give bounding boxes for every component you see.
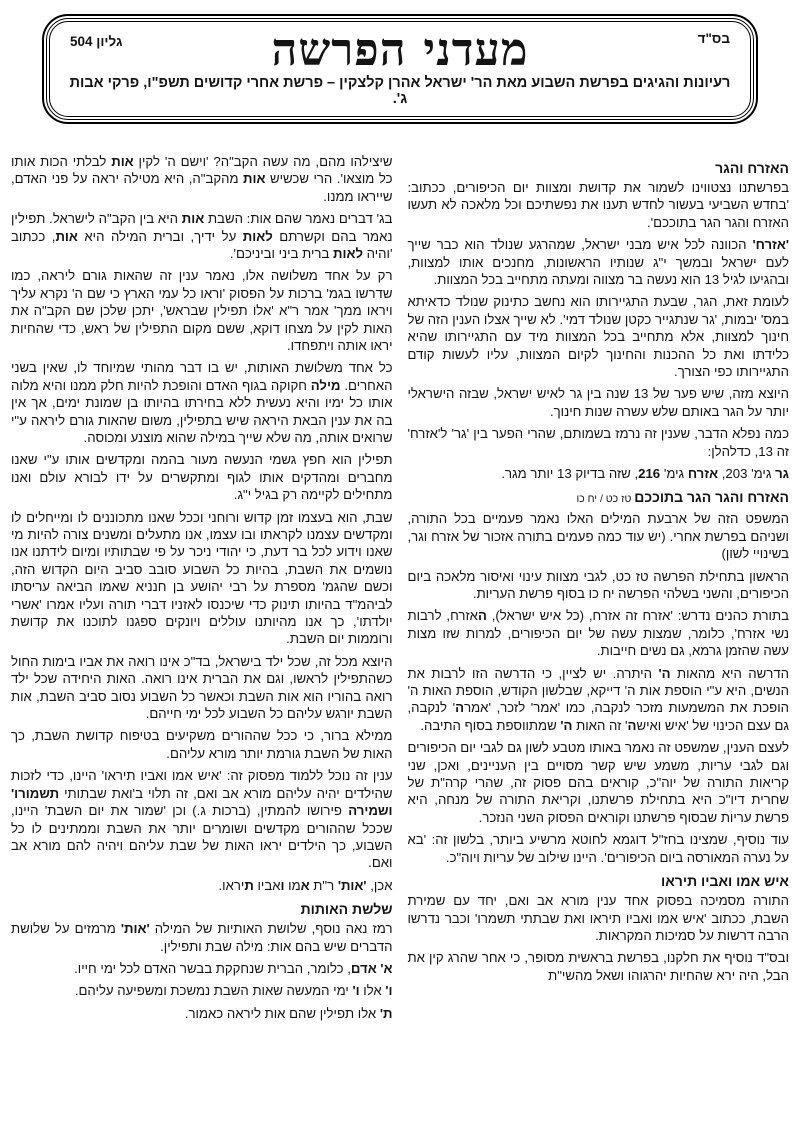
paragraph: לעומת זאת, הגר, שבעת התגיירותו הוא נחשב כתינוק שנולד כדאיתא במס' יבמות, 'גר שנתגייר כקטן שנולד דמי'. לא שייך אצלו הענין הזה של חינוך למצוות, אלא מתחייב בכל המצוות מיד עם התגיירותו שהיא כלידתו ואת כל ההכנות והחינוך לקיום המצוות, עליו לעשות קודם התגיירותו כפי הצורך. [407,294,789,379]
paragraph: כל אחד משלושת האותות, יש בו דבר מהותי שמיוחד לו, שאין בשני האחרים. מילה חקוקה בגוף האדם והופכת להיות חלק ממנו והיא מלוה אותו כל ימיו והיא נעשית ללא בחירתו בהיותו בן שמונת ימים, אך אין בה את ענין הבאת היראה שיש בתפילין, משום שהאות גורם ליראה ע"י שרואים אותה, מה שלא שייך במילה שהוא מוצנע ומכוסה. [11,360,393,445]
paragraph: שבת, הוא בעצמו זמן קדוש ורוחני וככל שאנו מתכוננים לו ומייחלים לו ומקדשים עצמנו לקראתו ובו עצמו, אנו מתעלים ומשנים צורה להיות מי שאנו וידוע לכל בר דעת, כי יהודי ניכר על פי שבתותיו ומיום לידתנו אנו נושמים את השבת, בהיות כל השבוע סובב סביב היום הקדוש הזה, וכשם שהגמ' מספרת על רבי יהושע בן חנניא שאמו הביאה עריסתו לביהמ"ד בהיותו תינוק כדי שיכנסו לאזניו דברי תורה ועליו אמרו 'אשרי יולדתו', כך אנו מהיותנו עוללים ויונקים ספגנו לתוכנו את קדושת ורוממות יום השבת. [11,509,393,647]
paragraph: המשפט הזה של ארבעת המילים האלו נאמר פעמיים בכל התורה, ושניהם בפרשת אחרי. (יש עוד כמה פעמים בתורה אזכור של אזרח וגר, בשינויי לשון) [407,511,789,562]
issue-number: גליון 504 [70,34,123,49]
paragraph: הראשון בתחילת הפרשה טז כט, לגבי מצוות עינוי ואיסור מלאכה ביום הכיפורים, והשני בשלהי הפרשה יח כו בסוף פרשת העריות. [407,568,789,602]
paragraph: היוצא מכל זה, שכל ילד בישראל, בד"כ אינו רואה את אביו בימות החול כשהתפילין לראשו, וגם את הברית אינו רואה. האות היחידה שכל ילד רואה בהוריו הוא אות השבת וכאשר כל השבוע נסוב סביב השבת, אות השבת יורגש עליהם כל השבוע לכל ימי חייהם. [11,653,393,722]
paragraph: 'אזרח' הכוונה לכל איש מבני ישראל, שמהרגע שנולד הוא כבר שייך לעם ישראל ובמשך י"ג שנותיו הראשונות, מחנכים אותו למצוות, ובהגיעו לגיל 13 הוא נעשה בר מצווה ומעתה מתחייב בכל המצוות. [407,237,789,287]
paragraph: היוצא מזה, שיש פער של 13 שנה בין גר לאיש ישראל, שבזה הישראלי יותר על הגר באותם שלש עשרה שנות חינוך. [407,386,789,419]
paragraph: בתורת כהנים נדרש: 'אזרח זה אזרח, (כל איש ישראל), האזרח, לרבות נשי אזרח', כלומר, שמצות עשה של יום הכיפורים, למרות שזו מצות עשה שהזמן גרמא, גם נשים חייבות. [407,608,789,659]
paragraph: ו' אלו ו' ימי המעשה שאות השבת נמשכת ומשפיעה עליהם. [74,983,393,999]
masthead-inner-rule [46,18,754,120]
masthead-content [49,21,751,117]
besd-label: בס"ד [697,31,730,46]
section-heading: שלשת האותות [300,901,393,918]
paragraph: בג' דברים נאמר שהם אות: השבת אות היא בין הקב"ה לישראל. תפילין נאמר בהם וקשרתם לאות על ידיך, וברית המילה היא אות, ככתוב 'והיה לאות ברית ביני וביניכם'. [11,211,393,261]
paragraph: ת' אלו תפילין שהם אות ליראה כאמור. [184,1005,393,1021]
paragraph: א' אדם, כלומר, הברית שנחקקת בבשר האדם לכל ימי חייו. [74,960,393,976]
paragraph: התורה מסמיכה בפסוק אחד ענין מורא אב ואם, יחד עם שמירת השבת, ככתוב 'איש אמו ואביו תיראו ואת שבתתי תשמרו' וכבר נדרשו הרבה דרשות על סמיכות המקראות. [407,893,789,943]
column-right [408,153,790,1027]
paragraph: בפרשתנו נצטווינו לשמור את קדושת ומצוות יום הכיפורים, ככתוב: 'בחדש השביעי בעשור לחדש תענו את נפשתיכם וכל מלאכה לא תעשו האזרח והגר הגר בתוככם'. [407,179,789,230]
paragraph: כמה נפלא הדבר, שענין זה נרמז בשמותם, שהרי הפער בין 'גר' ל'אזרח' זה 13, כדלהלן: [407,426,789,459]
paragraph: ענין זה נוכל ללמוד מפסוק זה: 'איש אמו ואביו תיראו' היינו, כדי לזכות שהילדים יהיה עליהם מורא אב ואם, זה תלוי ב'ואת שבתותי תשמורו' ושמירה פירושו להמתין, (ברכות ג.) וכן 'שמור את יום השבת' היינו, שככל שההורים מקדשים ושומרים יותר את השבת וממתינים לו כל השבוע, כך הילדים יראו האות של שבת עליהם ויהיה להם מורא אב ואם. [11,768,393,871]
page-title: מעדני הפרשה [271,23,529,76]
paragraph: אכן, 'אות' ר"ת אמו ואביו תיראו. [218,877,393,893]
subtitle: רעיונות והגיגים בפרשת השבוע מאת הר' ישראל אהרן קלצקין – פרשת אחרי קדושים תשפ"ו, פרקי אבות ג'. [69,74,731,107]
paragraph: לעצם הענין, שמשפט זה נאמר באותו מטבע לשון גם לגבי יום הכיפורים וגם לגבי עריות, משמע שיש קשר מסויים בין העניינים, ואכן, שני קריאות התורה של יוה"כ, קוראים בהם פסוק זה, שהרי קרה"ת של שחרית דיו"כ היא בתחילת פרשתנו, וקריאת התורה של מנחה, היא פרשת עריות שבסוף פרשתנו וקוראים הפסוק השני הנזכר. [407,740,789,825]
paragraph: רמז נאה נוסף, שלושת האותיות של המילה 'אות' מרמזים על שלושת הדברים שיש בהם אות: מילה שבת ותפילין. [11,921,393,954]
verse-reference: טז כט / יח כו [576,493,635,506]
paragraph: הדרשה היא מהאות ה' היתרה. יש לציין, כי הדרשה הזו לרבות את הנשים, היא ע"י הוספת אות ה' דייקא, שבלשון הקודש, הוספת האות ה' הופכת את המשמעות מזכר לנקבה, כמו 'אמר' לזכר, 'אמרה' לנקבה, גם עצם הכינוי של 'איש ואישה' זה האות ה' שמתווספת בסוף התיבה. [407,665,789,733]
section-heading: האזרח והגר [715,159,789,176]
section-heading: איש אמו ואביו תיראו [661,873,789,890]
paragraph: תפילין הוא חפץ גשמי הנעשה מעור בהמה ומקדשים אותו ע"י שאנו מחברים ומהדקים אותו לגוף ומתקשרים על ידו לבורא עולם ואנו מתחילים לקיימה רק בגיל י"ג. [11,452,393,503]
paragraph: שיצילהו מהם, מה עשה הקב"ה? 'וישם ה' לקין אות לבלתי הכות אותו כל מוצאו'. הרי שכשיש אות מהקב"ה, היא מטילה יראה על פני האדם, שייראו ממנו. [11,153,393,204]
section-heading: האזרח והגר הגר בתוככם טז כט / יח כו [576,489,789,506]
paragraph: עוד נוסיף, שמצינו בחז"ל דוגמא לחוטא מרשיע ביותר, בלשון זה: 'בא על נערה המאורסה ביום הכיפורים'. היינו שילוב של עריות ויוה"כ. [407,832,789,865]
paragraph: ובס"ד נוסיף את חלקנו, בפרשת בראשית מסופר, כי אחר שהרג קין את הבל, היה ירא שהחיות יהרגוהו ושאל מהשי"ת [407,950,789,983]
paragraph: רק על אחד משלושה אלו, נאמר ענין זה שהאות גורם ליראה, כמו שדרשו בגמ' ברכות על הפסוק 'וראו כל עמי הארץ כי שם ה' נקרא עליך ויראו ממך' אמר ר"א 'אלו תפילין שבראש', יתכן שלכן שם הקב"ה את האות לקין על מצחו דוקא, ששם מקום התפילין של ראש, כדי שהחיות יראו אותה ויתפחדו. [11,268,393,353]
masthead-box [42,14,758,124]
paragraph: גר גימ' 203, אזרח גימ' 216, שזה בדיוק 13 יותר מגר. [501,465,789,481]
paragraph: ממילא ברור, כי ככל שההורים משקיעים בטיפוח קדושת השבת, כך האות של השבת גורמת יותר מורא עליהם. [11,728,393,761]
column-left [11,153,393,1027]
article-body [11,153,789,1027]
